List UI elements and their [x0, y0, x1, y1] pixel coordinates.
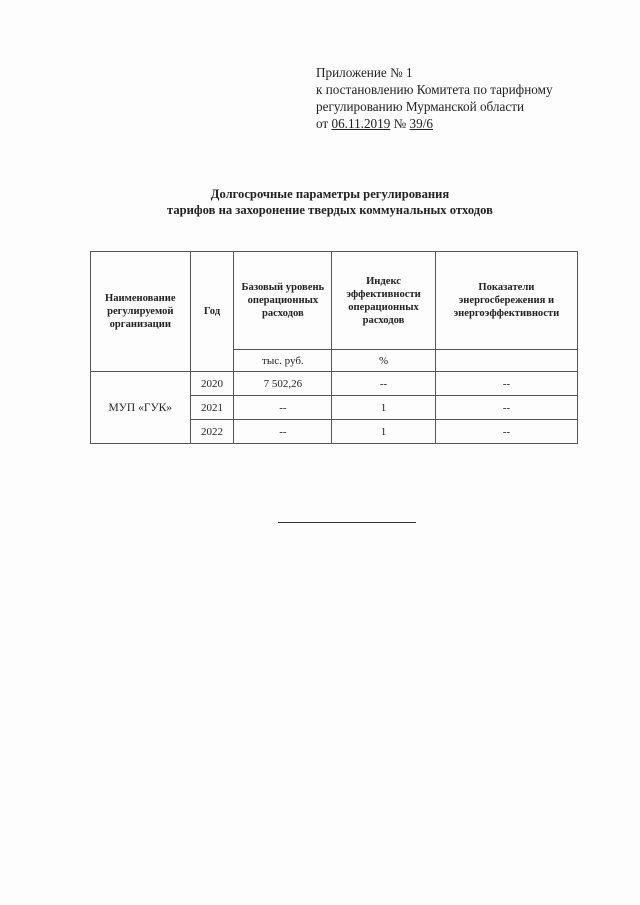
header-efficiency-index: Индекс эффективности операционных расходов	[332, 252, 436, 350]
cell-year: 2021	[190, 396, 234, 420]
document-title	[90, 186, 570, 218]
cell-base-level: --	[234, 396, 332, 420]
cell-year: 2020	[190, 372, 234, 396]
appendix-label: Приложение № 1	[316, 65, 413, 80]
header-energy-indicators: Показатели энергосбережения и энергоэффективности	[435, 252, 577, 350]
unit-base-level: тыс. руб.	[234, 350, 332, 372]
appendix-reference-line: к постановлению Комитета по тарифному	[316, 82, 553, 97]
cell-energy-indicators: --	[435, 396, 577, 420]
table-row	[91, 372, 578, 396]
parameters-table	[90, 251, 578, 444]
unit-efficiency-index: %	[332, 350, 436, 372]
cell-efficiency-index: 1	[332, 396, 436, 420]
cell-base-level: 7 502,26	[234, 372, 332, 396]
closing-divider-line	[278, 522, 416, 523]
header-base-level: Базовый уровень операционных расходов	[234, 252, 332, 350]
title-line-1: Долгосрочные параметры регулирования	[210, 187, 450, 201]
title-line-2: тарифов на захоронение твердых коммунальных отходов	[167, 203, 493, 217]
appendix-committee-line: регулированию Мурманской области	[316, 99, 525, 114]
appendix-block	[316, 64, 553, 132]
cell-efficiency-index: --	[332, 372, 436, 396]
appendix-date-line	[316, 115, 553, 132]
number-prefix: №	[390, 116, 410, 131]
cell-energy-indicators: --	[435, 372, 577, 396]
organization-name: МУП «ГУК»	[91, 372, 191, 444]
date-prefix: от	[316, 116, 332, 131]
resolution-date: 06.11.2019	[331, 116, 391, 131]
table-header-row	[91, 252, 578, 350]
cell-year: 2022	[190, 420, 234, 444]
cell-efficiency-index: 1	[332, 420, 436, 444]
resolution-number: 39/6	[409, 116, 433, 131]
header-year: Год	[190, 252, 234, 372]
cell-energy-indicators: --	[435, 420, 577, 444]
cell-base-level: --	[234, 420, 332, 444]
header-organization: Наименование регулируемой организации	[91, 252, 191, 372]
unit-energy-indicators	[435, 350, 577, 372]
